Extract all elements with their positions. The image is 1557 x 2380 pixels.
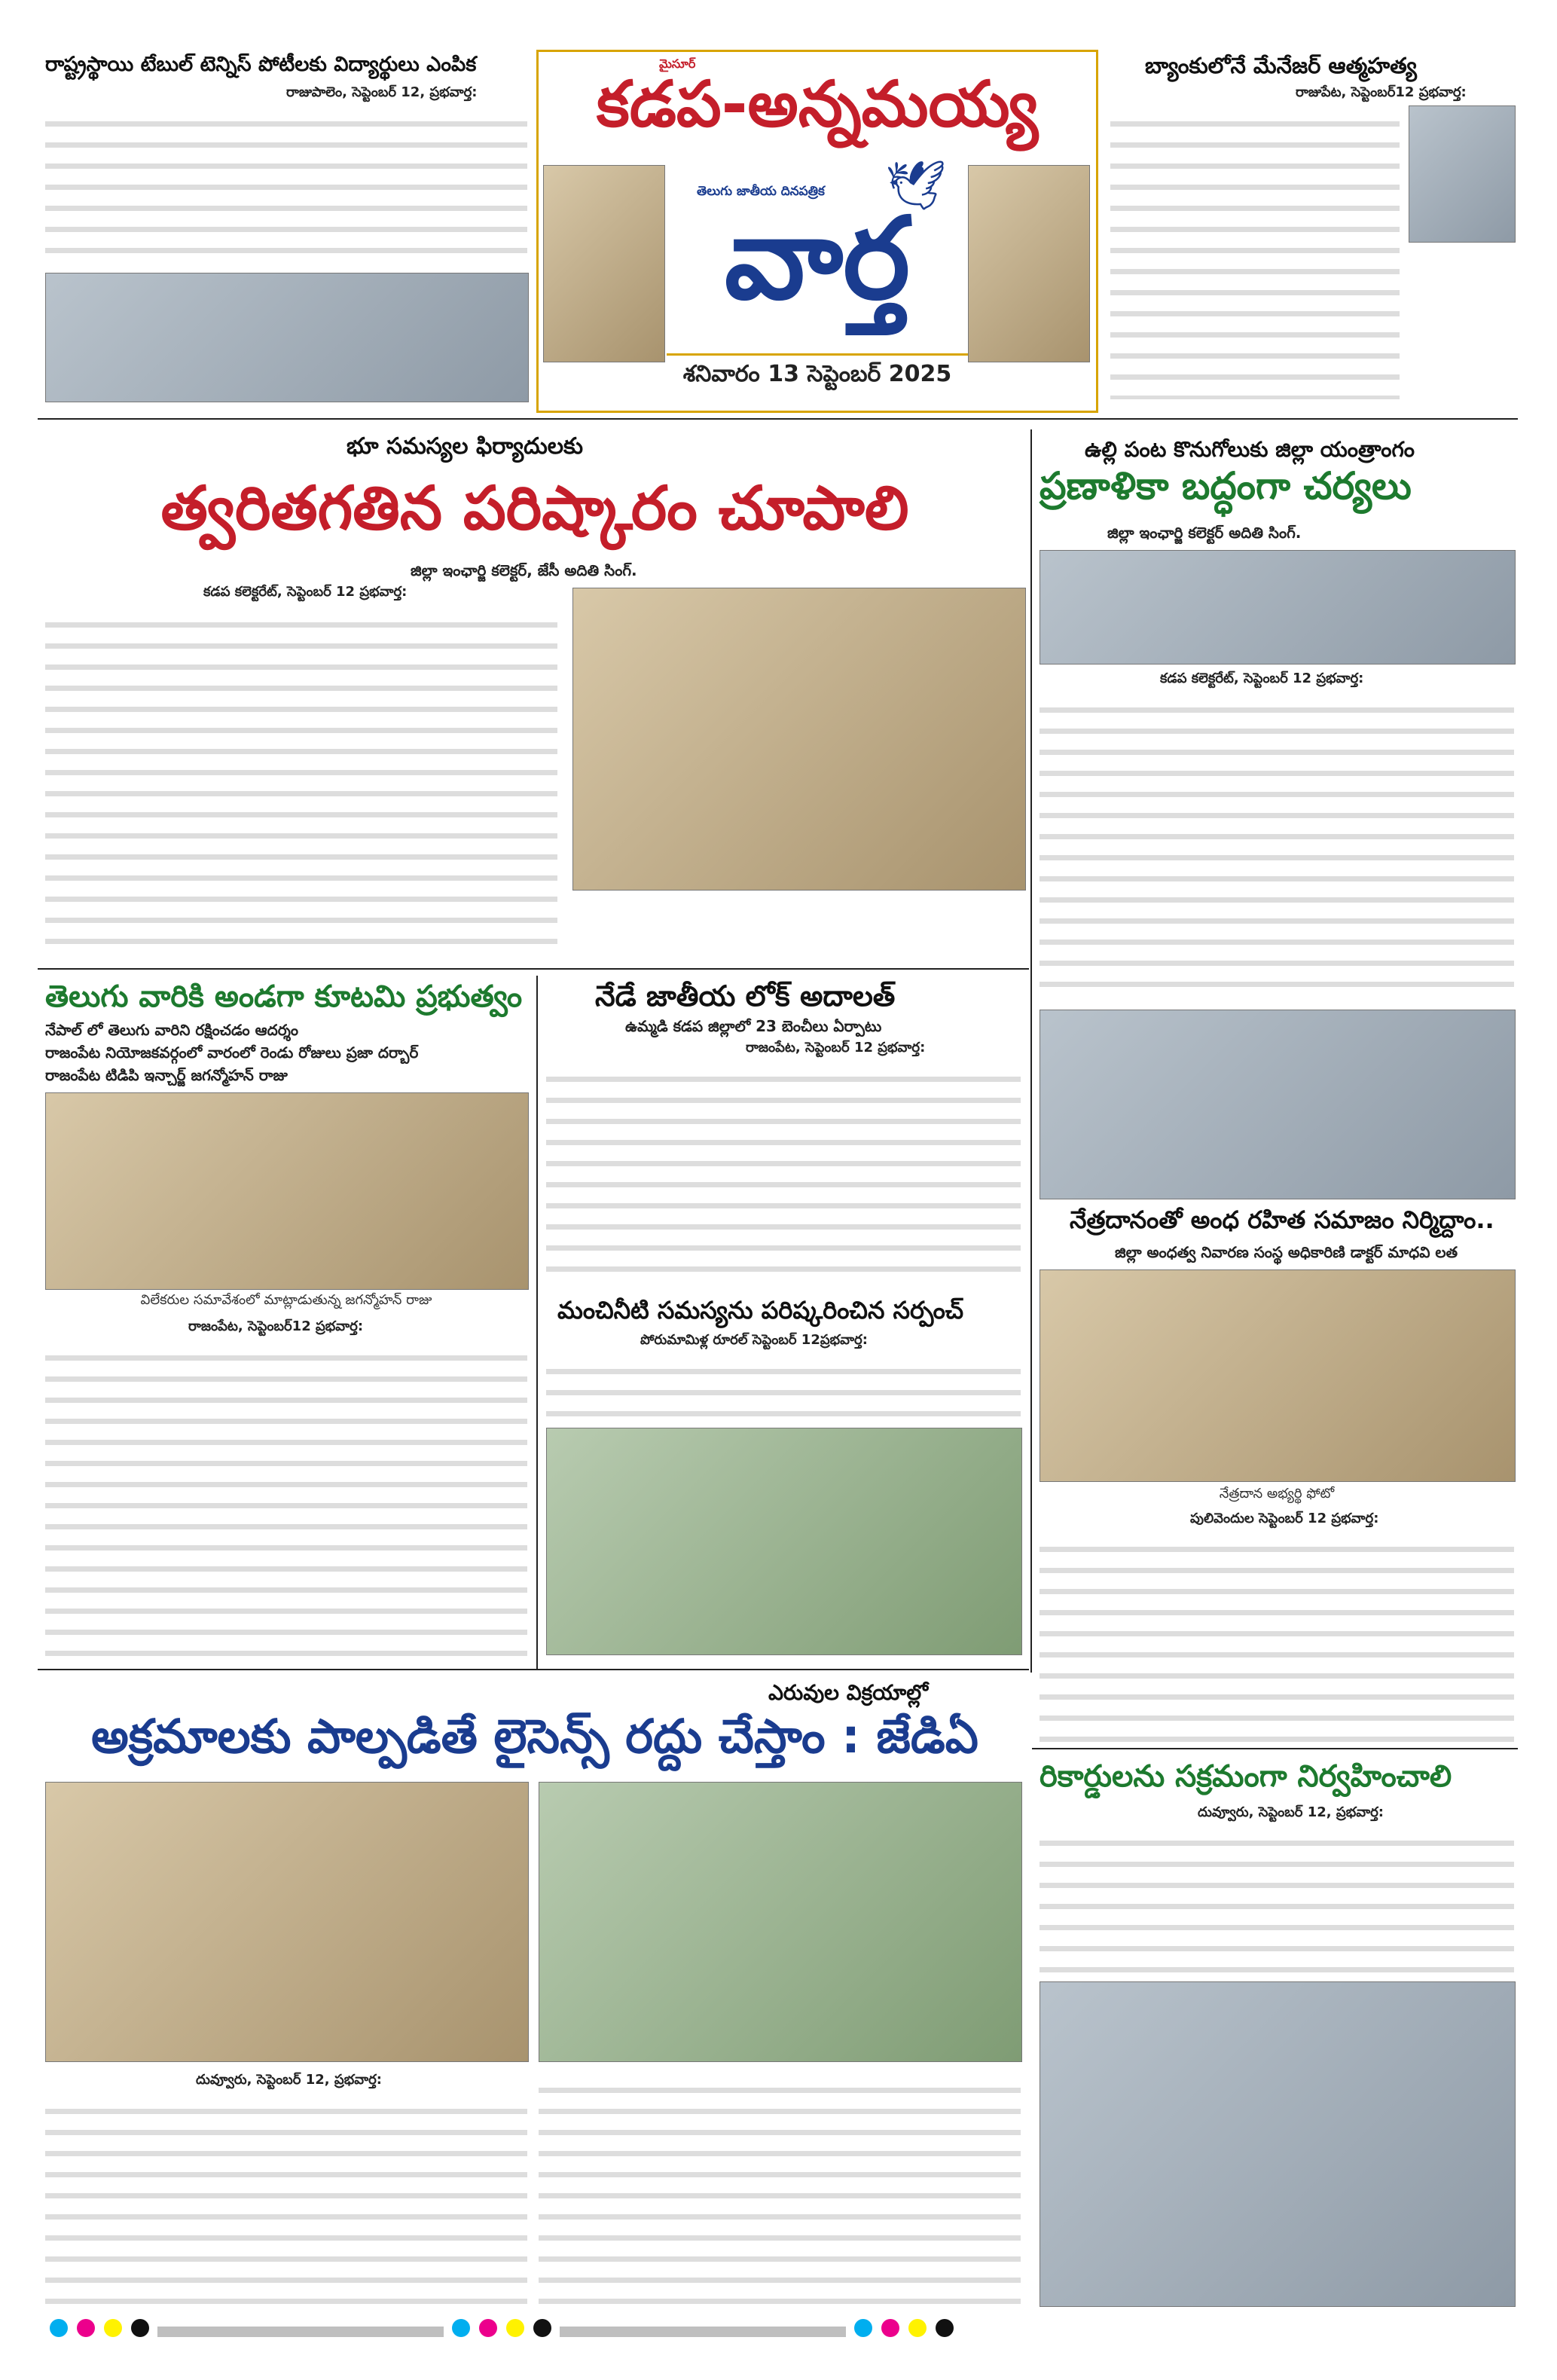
deity-image-right <box>968 165 1090 362</box>
telugu-sub1: నేపాల్ లో తెలుగు వారిని రక్షించడం ఆదర్శం <box>45 1021 299 1039</box>
fert-photo-1 <box>45 1782 529 2062</box>
bank-body <box>1110 105 1400 399</box>
land-photo <box>572 588 1026 891</box>
tt-photo <box>45 273 529 402</box>
telugu-sub2: రాజంపేట నియోజకవర్గంలో వారంలో రెండు రోజులు ప్రజా దర్బార్ <box>45 1043 419 1062</box>
telugu-photo <box>45 1092 529 1290</box>
bank-headline: బ్యాంకులోనే మేనేజర్ ఆత్మహత్య <box>1145 53 1417 78</box>
telugu-headline: తెలుగు వారికి అండగా కూటమి ప్రభుత్వం <box>45 979 523 1014</box>
fert-body-2 <box>539 2072 1021 2304</box>
land-body <box>45 606 557 953</box>
masthead <box>536 50 1098 413</box>
fert-dateline: దువ్వూరు, సెప్టెంబర్ 12, ప్రభవార్త: <box>196 2072 382 2088</box>
eye-headline: నేత్రదానంతో అంధ రహిత సమాజం నిర్మిద్దాం.. <box>1070 1205 1494 1234</box>
eye-meeting-photo <box>1040 1010 1516 1199</box>
onion-body <box>1040 692 1514 1001</box>
fert-headline: అక్రమాలకు పాల్పడితే లైసెన్స్ రద్దు చేస్తాం : జేడిఏ <box>91 1709 978 1764</box>
land-byline: జిల్లా ఇంఛార్జి కలెక్టర్, జేసీ అదితి సింగ్. <box>411 561 637 579</box>
land-headline: త్వరితగతిన పరిష్కారం చూపాలి <box>160 473 909 543</box>
telugu-sub3: రాజంపేట టిడిపి ఇన్చార్జ్ జగన్మోహన్ రాజు <box>45 1066 288 1084</box>
eye-byline: జిల్లా అంధత్వ నివారణ సంస్థ అధికారిణి డాక్టర్ మాధవి లత <box>1115 1243 1458 1261</box>
lokadalat-headline: నేడే జాతీయ లోక్ అదాలత్ <box>595 979 896 1013</box>
water-photo <box>546 1428 1022 1655</box>
records-body <box>1040 1825 1514 1975</box>
records-photo <box>1040 1981 1516 2307</box>
onion-headline: ప్రణాళికా బద్ధంగా చర్యలు <box>1040 464 1412 508</box>
dove-icon: 🕊 <box>885 158 947 214</box>
lokadalat-dateline: రాజంపేట, సెప్టెంబర్ 12 ప్రభవార్త: <box>746 1040 926 1056</box>
eye-photo <box>1040 1269 1516 1482</box>
water-dateline: పోరుమామిళ్ల రూరల్ సెప్టెంబర్ 12ప్రభవార్త: <box>640 1332 868 1348</box>
land-dateline: కడప కలెక్టరేట్, సెప్టెంబర్ 12 ప్రభవార్త: <box>203 584 408 600</box>
registration-strip <box>45 2319 1514 2342</box>
onion-byline: జిల్లా ఇంఛార్జి కలెక్టర్ అదితి సింగ్. <box>1107 524 1302 542</box>
tt-headline: రాష్ట్రస్థాయి టేబుల్ టెన్నిస్ పోటీలకు విద్యార్థులు ఎంపిక <box>45 53 477 76</box>
masthead-brand: వార్త <box>724 194 911 325</box>
tt-body <box>45 105 527 264</box>
lokadalat-body <box>546 1061 1021 1287</box>
onion-kicker: ఉల్లి పంట కొనుగోలుకు జిల్లా యంత్రాంగం <box>1085 437 1415 462</box>
onion-photo <box>1040 550 1516 665</box>
eye-body <box>1040 1531 1514 1742</box>
water-body <box>546 1353 1021 1421</box>
fert-photo-2 <box>539 1782 1022 2062</box>
telugu-body <box>45 1340 527 1656</box>
masthead-small-label: మైసూర్ <box>659 57 696 71</box>
records-headline: రికార్డులను సక్రమంగా నిర్వహించాలి <box>1040 1759 1452 1794</box>
masthead-date: శనివారం 13 సెప్టెంబర్ 2025 <box>682 361 952 387</box>
eye-caption: నేత్రదాన అభ్యర్థి ఫోటో <box>1219 1486 1335 1502</box>
fert-body-1 <box>45 2093 527 2304</box>
land-kicker: భూ సమస్యల ఫిర్యాదులకు <box>347 433 584 460</box>
bank-photo <box>1409 105 1516 243</box>
masthead-tagline: తెలుగు జాతీయ దినపత్రిక <box>697 184 825 199</box>
water-headline: మంచినీటి సమస్యను పరిష్కరించిన సర్పంచ్ <box>557 1296 964 1324</box>
telugu-dateline: రాజంపేట, సెప్టెంబర్12 ప్రభవార్త: <box>188 1318 364 1334</box>
onion-dateline: కడప కలెక్టరేట్, సెప్టెంబర్ 12 ప్రభవార్త: <box>1160 671 1364 686</box>
deity-image <box>543 165 665 362</box>
tt-dateline: రాజుపాలెం, సెప్టెంబర్ 12, ప్రభవార్త: <box>286 84 478 100</box>
bank-dateline: రాజుపేట, సెప్టెంబర్12 ప్రభవార్త: <box>1296 84 1467 100</box>
masthead-edition: కడప-అన్నమయ్య <box>596 67 1039 141</box>
lokadalat-sub1: ఉమ్మడి కడప జిల్లాలో 23 బెంచీలు ఏర్పాటు <box>625 1017 882 1035</box>
eye-dateline: పులివెందుల సెప్టెంబర్ 12 ప్రభవార్త: <box>1190 1511 1379 1526</box>
records-dateline: దువ్వూరు, సెప్టెంబర్ 12, ప్రభవార్త: <box>1198 1804 1384 1820</box>
telugu-caption: విలేకరుల సమావేశంలో మాట్లాడుతున్న జగన్మోహన్ రాజు <box>140 1292 432 1308</box>
fert-kicker: ఎరువుల విక్రయాల్లో <box>768 1680 929 1705</box>
